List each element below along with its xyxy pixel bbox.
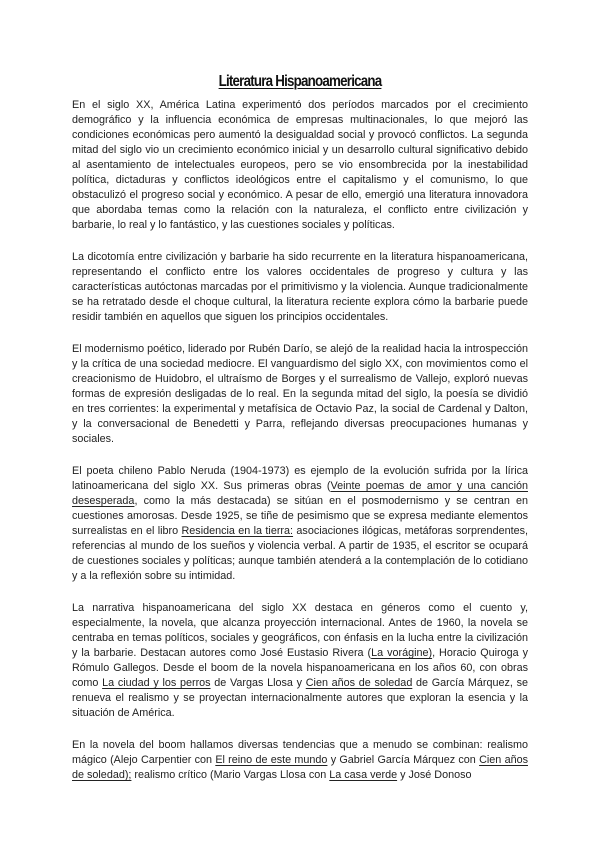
underlined-work-title: Veinte poemas de amor y una canción desesperada — [72, 480, 528, 507]
document-body — [72, 98, 528, 783]
paragraph-text: El poeta chileno Pablo Neruda (1904-1973) es ejemplo de la evolución sufrida por la lírica latinoamericana del siglo XX. Sus primeras obras ( — [72, 465, 528, 492]
paragraph — [72, 601, 528, 721]
underlined-work-title: La vorágine) — [371, 647, 433, 659]
underlined-work-title: Residencia en la tierra: — [181, 525, 294, 537]
paragraph-text: La narrativa hispanoamericana del siglo XX destaca en géneros como el cuento y, especialmente, la novela, que alcanza proyección internacional. Antes de 1960, la novela se centraba en temas políticos, sociales y geográficos, con énfasis en la lucha entre la civilización y la barbarie. Destacan autores como José Eustasio Rivera ( — [72, 602, 528, 659]
paragraph-text: En la novela del boom hallamos diversas tendencias que a menudo se combinan: realismo mágico (Alejo Carpentier con — [72, 739, 528, 766]
paragraph-text: de García Márquez, se renueva el realismo y se proyectan internacionalmente autores que exploran la esencia y la situación de América. — [72, 677, 528, 719]
paragraph-text: En el siglo XX, América Latina experimentó dos períodos marcados por el crecimiento demográfico y la influencia económica de empresas multinacionales, lo que mejoró las condiciones económicas pero aumentó la desigualdad social y provocó conflictos. La segunda mitad del siglo vio un crecimiento económico inicial y un desarrollo cultural significativo debido al asentamiento de intelectuales europeos, pero se vio ensombrecida por la inestabilidad política, dictaduras y conflictos ideológicos entre el capitalismo y el comunismo, lo que obstaculizó el progreso social y económico. A pesar de ello, emergió una literatura innovadora que abordaba temas como la relación con la naturaleza, el conflicto entre civilización y barbarie, lo real y lo fantástico, y las cuestiones sociales y políticas. — [72, 99, 528, 231]
paragraph-text: de Vargas Llosa y — [210, 677, 306, 689]
paragraph — [72, 250, 528, 325]
paragraph-text: La dicotomía entre civilización y barbarie ha sido recurrente en la literatura hispanoamericana, representando el conflicto entre los valores occidentales de progreso y cultura y las características autóctonas marcadas por el primitivismo y la violencia. Aunque tradicionalmente se ha retratado desde el choque cultural, la literatura reciente explora cómo la barbarie puede residir también en aquellos que siguen los principios occidentales. — [72, 251, 528, 323]
paragraph-text: asociaciones ilógicas, metáforas sorprendentes, referencias al mundo de los sueños y violencia verbal. A partir de 1935, el escritor se ocupará de cuestiones sociales y políticas; aunque también atenderá a la contemplación de lo cotidiano y a la reflexión sobre su intimidad. — [72, 525, 528, 582]
paragraph — [72, 342, 528, 447]
paragraph — [72, 464, 528, 584]
paragraph-text: El modernismo poético, liderado por Rubén Darío, se alejó de la realidad hacia la introspección y la crítica de una sociedad mediocre. El vanguardismo del siglo XX, con movimientos como el creacionismo de Huidobro, el ultraísmo de Borges y el surrealismo de Vallejo, exploró nuevas formas de expresión desligadas de lo real. En la segunda mitad del siglo, la poesía se dividió en tres corrientes: la experimental y metafísica de Octavio Paz, la social de Cardenal y Dalton, y la conversacional de Benedetti y Parra, reflejando diversas preocupaciones humanas y sociales. — [72, 343, 528, 445]
paragraph-text: y José Donoso — [397, 769, 472, 781]
paragraph-text: y Gabriel García Márquez con — [327, 754, 480, 766]
paragraph — [72, 738, 528, 783]
underlined-work-title: El reino de este mundo — [215, 754, 328, 766]
document-title: Literatura Hispanoamericana — [218, 73, 382, 90]
underlined-work-title: La ciudad y los perros — [102, 677, 211, 689]
paragraph-text: realismo crítico (Mario Vargas Llosa con — [131, 769, 330, 781]
paragraph — [72, 98, 528, 233]
underlined-work-title: La casa verde — [329, 769, 398, 781]
underlined-work-title: Cien años de soledad — [305, 677, 413, 689]
document-page — [72, 72, 528, 800]
underlined-work-title: Cien años de soledad); — [72, 754, 528, 781]
paragraph-text: , Horacio Quiroga y Rómulo Gallegos. Desde el boom de la novela hispanoamericana en los años 60, con obras como — [72, 647, 528, 689]
paragraph-text: , como la más destacada) se sitúan en el posmodernismo y se centran en cuestiones amorosas. Desde 1925, se tiñe de pesimismo que se expresa mediante elementos surrealistas en el libro — [72, 495, 528, 537]
